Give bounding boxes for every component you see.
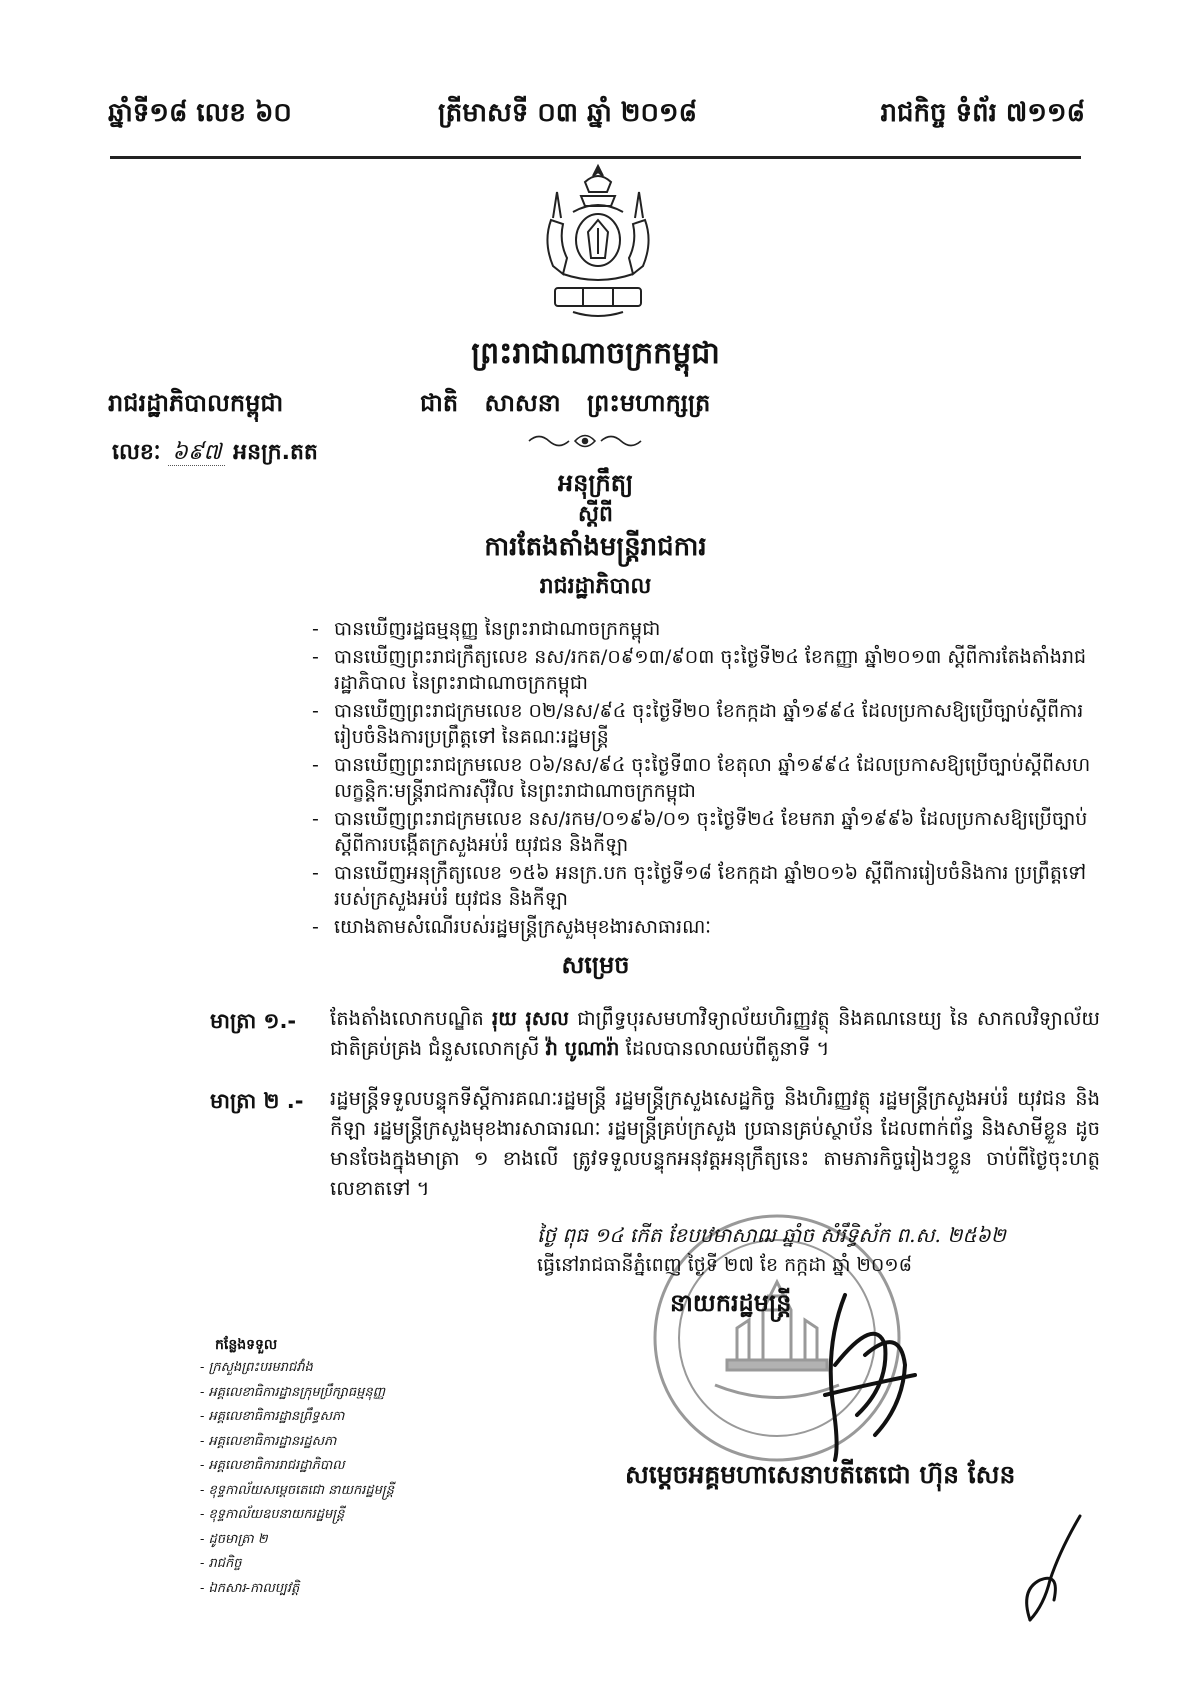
decree-number-suffix: អនក្រ.តត xyxy=(233,440,318,465)
distribution-item: - រាជកិច្ច xyxy=(200,1556,242,1571)
article-1-text xyxy=(330,1004,1100,1064)
recital-item: - បានឃើញព្រះរាជក្រមលេខ នស/រកម/០១៩៦/០១ ចុះថ្ងៃទី២៤ ខែមករា ឆ្នាំ១៩៩៦ ដែលប្រកាសឱ្យប្រើច្បាប់ ស្តីពីការបង្កើតក្រសួងអប់រំ យុវជន និងកីឡា xyxy=(312,806,1112,858)
distribution-item: - ខុទ្ទកាល័យសម្តេចតេជោ នាយករដ្ឋមន្ត្រី xyxy=(200,1482,394,1498)
article-1-text-after: ដែលបានលាឈប់ពីតួនាទី ។ xyxy=(625,1037,830,1060)
handwritten-signature-icon xyxy=(805,1285,925,1465)
distribution-item: - អគ្គលេខាធិការដ្ឋានក្រុមប្រឹក្សាធម្មនុញ្ញ xyxy=(200,1384,385,1400)
article-1-text-before: តែងតាំងលោកបណ្ឌិត xyxy=(330,1007,484,1030)
national-motto: ជាតិ សាសនា ព្រះមហាក្សត្រ xyxy=(420,389,711,417)
document-type: អនុក្រឹត្យ xyxy=(557,469,634,497)
issuing-authority: រាជរដ្ឋាភិបាល xyxy=(539,574,652,599)
article-2-label: មាត្រា ២ .- xyxy=(210,1089,304,1113)
distribution-item: - ក្រសួងព្រះបរមរាជវាំង xyxy=(200,1360,313,1375)
distribution-item: - អគ្គលេខាធិការរាជរដ្ឋាភិបាល xyxy=(200,1458,345,1473)
government-name: រាជរដ្ឋាភិបាលកម្ពុជា xyxy=(108,389,284,417)
replaced-official-name: វ៉ា បូណារ៉ា xyxy=(545,1037,620,1060)
distribution-title: កន្លែងទទួល xyxy=(215,1337,278,1353)
document-about: ស្តីពី xyxy=(578,502,613,527)
article-2-text: រដ្ឋមន្ត្រីទទួលបន្ទុកទីស្តីការគណៈរដ្ឋមន្ត្រី រដ្ឋមន្ត្រីក្រសួងសេដ្ឋកិច្ច និងហិរញ្ញវត្ថុ រដ្ឋមន្ត្រីក្រសួងអប់រំ យុវជន និងកីឡា រដ្ឋមន្ត្រីក្រសួងមុខងារសាធារណៈ រដ្ឋមន្ត្រីគ្រប់ក្រសួង ប្រធានគ្រប់ស្ថាប័ន ដែលពាក់ព័ន្ធ និងសាមីខ្លួន ដូចមានចែងក្នុងមាត្រា ១ ខាងលើ ត្រូវទទួលបន្ទុកអនុវត្តអនុក្រឹត្យនេះ តាមភារកិច្ចរៀងៗខ្លួន ចាប់ពីថ្ងៃចុះហត្ថលេខាតទៅ ។ xyxy=(330,1087,1100,1200)
recital-item: - បានឃើញព្រះរាជក្រមលេខ ០៦/នស/៩៤ ចុះថ្ងៃទី៣០ ខែតុលា ឆ្នាំ១៩៩៤ ដែលប្រកាសឱ្យប្រើច្បាប់ស្តីពីសហលក្ខន្តិកៈមន្ត្រីរាជការស៊ីវិល នៃព្រះរាជាណាចក្រកម្ពុជា xyxy=(312,752,1112,804)
recital-item: - បានឃើញព្រះរាជក្រឹត្យលេខ នស/រកត/០៩១៣/៩០៣ ចុះថ្ងៃទី២៤ ខែកញ្ញា ឆ្នាំ២០១៣ ស្តីពីការតែងតាំងរាជរដ្ឋាភិបាល នៃព្រះរាជាណាចក្រកម្ពុជា xyxy=(312,644,1112,696)
recital-item: - បានឃើញរដ្ឋធម្មនុញ្ញ នៃព្រះរាជាណាចក្រកម្ពុជា xyxy=(312,616,1112,642)
recital-item: - បានឃើញព្រះរាជក្រមលេខ ០២/នស/៩៤ ចុះថ្ងៃទី២០ ខែកក្កដា ឆ្នាំ១៩៩៤ ដែលប្រកាសឱ្យប្រើច្បាប់ស្តីពីការរៀបចំនិងការប្រព្រឹត្តទៅ នៃគណៈរដ្ឋមន្ត្រី xyxy=(312,698,1112,750)
lunar-date: ថ្ងៃ ពុធ ១៤ កើត ខែបឋមាសាឍ ឆ្នាំច សំរឹទ្ធិស័ក ព.ស. ២៥៦២ xyxy=(537,1223,1006,1247)
decision-heading: សម្រេច xyxy=(561,951,630,979)
distribution-item: - ដូចមាត្រា ២ xyxy=(200,1531,268,1547)
article-1-label: មាត្រា ១.- xyxy=(210,1009,297,1033)
decree-number xyxy=(112,438,318,470)
gazette-page-number: រាជកិច្ច ទំព័រ ៧១១៨ xyxy=(880,98,1085,128)
kingdom-title: ព្រះរាជាណាចក្រកម្ពុជា xyxy=(471,336,720,371)
distribution-item: - អគ្គលេខាធិការដ្ឋានព្រឹទ្ធសភា xyxy=(200,1409,345,1424)
decree-number-value: ៦៩៧ xyxy=(168,440,225,466)
recitals-list xyxy=(312,616,1112,942)
signer-title: នាយករដ្ឋមន្ត្រី xyxy=(670,1289,792,1317)
gazette-quarter: ត្រីមាសទី ០៣ ឆ្នាំ ២០១៨ xyxy=(438,98,697,128)
article-1-text-middle: ជាព្រឹទ្ធបុរសមហាវិទ្យាល័យហិរញ្ញវត្ថុ និងគណនេយ្យ នៃ សាកលវិទ្យាល័យជាតិគ្រប់គ្រង ជំនួសលោកស្រី xyxy=(330,1007,1101,1060)
recital-item: - យោងតាមសំណើរបស់រដ្ឋមន្ត្រីក្រសួងមុខងារសាធារណៈ xyxy=(312,914,1112,940)
document-subject: ការតែងតាំងមន្ត្រីរាជការ xyxy=(484,532,707,562)
royal-coat-of-arms-icon xyxy=(533,162,663,322)
distribution-list xyxy=(200,1356,394,1601)
distribution-item: - ខុទ្ទកាល័យឧបនាយករដ្ឋមន្ត្រី xyxy=(200,1507,345,1522)
solar-date: ធ្វើនៅរាជធានីភ្នំពេញ ថ្ងៃទី ២៧ ខែ កក្កដា ឆ្នាំ ២០១៨ xyxy=(537,1254,913,1276)
header-divider xyxy=(110,156,1081,159)
decree-number-label: លេខៈ xyxy=(112,440,161,465)
recital-item: - បានឃើញអនុក្រឹត្យលេខ ១៥៦ អនក្រ.បក ចុះថ្ងៃទី១៨ ខែកក្កដា ឆ្នាំ២០១៦ ស្តីពីការរៀបចំនិងការ ប្រព្រឹត្តទៅរបស់ក្រសួងអប់រំ យុវជន និងកីឡា xyxy=(312,860,1112,912)
ornament-divider-icon xyxy=(525,430,645,452)
distribution-item: - ឯកសារ-កាលប្បវត្តិ xyxy=(200,1580,300,1596)
distribution-item: - អគ្គលេខាធិការដ្ឋានរដ្ឋសភា xyxy=(200,1433,337,1449)
signer-name: សម្តេចអគ្គមហាសេនាបតីតេជោ ហ៊ុន សែន xyxy=(625,1460,1016,1489)
appointee-name: រុយ រុសល xyxy=(492,1007,569,1030)
gazette-year-issue: ឆ្នាំទី១៨ លេខ ៦០ xyxy=(108,98,292,128)
initial-mark-icon xyxy=(1010,1510,1100,1625)
